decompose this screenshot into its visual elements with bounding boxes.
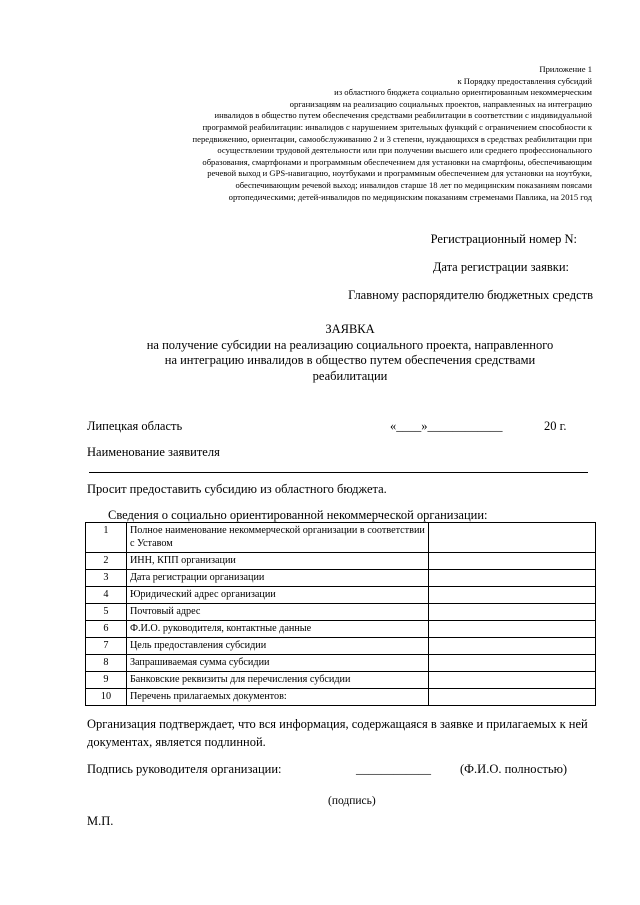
table-row <box>86 587 596 604</box>
row-value-cell[interactable] <box>429 672 596 689</box>
row-label: Запрашиваемая сумма субсидии <box>126 655 428 672</box>
row-value-cell[interactable] <box>429 523 596 553</box>
title-line: на интеграцию инвалидов в общество путем обеспечения средствами <box>164 353 536 367</box>
row-number: 7 <box>86 638 127 655</box>
table-row <box>86 672 596 689</box>
appendix-line: ортопедическими; детей-инвалидов по медицинским показаниям стременами Павлика, на 2015 год <box>228 191 592 202</box>
document-title <box>60 322 640 384</box>
table-row <box>86 553 596 570</box>
row-number: 8 <box>86 655 127 672</box>
appendix-header <box>84 64 592 203</box>
table-row <box>86 638 596 655</box>
row-label: Перечень прилагаемых документов: <box>126 689 428 706</box>
table-row <box>86 621 596 638</box>
table-row <box>86 570 596 587</box>
appendix-line: организациям на реализацию социальных проектов, направленных на интеграцию <box>289 98 592 109</box>
appendix-line: образования, смартфонами и программным обеспечением для установки на смартфоны, обеспечивающим <box>202 156 592 167</box>
full-name-caption: (Ф.И.О. полностью) <box>460 762 568 776</box>
appendix-line: инвалидов в общество путем обеспечения средствами реабилитации в соответствии с индивидуальной <box>214 110 592 121</box>
year-label: 20 г. <box>544 419 567 433</box>
row-label: Банковские реквизиты для перечисления субсидии <box>126 672 428 689</box>
row-number: 2 <box>86 553 127 570</box>
row-number: 4 <box>86 587 127 604</box>
row-value-cell[interactable] <box>429 553 596 570</box>
org-info-heading: Сведения о социально ориентированной некоммерческой организации: <box>108 508 488 522</box>
stamp-place-label: М.П. <box>87 814 114 828</box>
row-number: 1 <box>86 523 127 553</box>
appendix-line: из областного бюджета социально ориентированным некоммерческим <box>334 87 592 98</box>
request-statement: Просит предоставить субсидию из областного бюджета. <box>87 482 387 496</box>
signature-caption: (подпись) <box>328 795 376 807</box>
row-value-cell[interactable] <box>429 587 596 604</box>
row-number: 3 <box>86 570 127 587</box>
row-label: Юридический адрес организации <box>126 587 428 604</box>
row-label: ИНН, КПП организации <box>126 553 428 570</box>
registration-date-label: Дата регистрации заявки: <box>432 260 569 274</box>
registration-number-label: Регистрационный номер N: <box>430 232 577 246</box>
row-label: Цель предоставления субсидии <box>126 638 428 655</box>
applicant-label: Наименование заявителя <box>87 445 220 459</box>
title-line: на получение субсидии на реализацию социального проекта, направленного <box>146 337 554 352</box>
region-label: Липецкая область <box>87 419 183 433</box>
signature-label: Подпись руководителя организации: <box>87 762 282 776</box>
appendix-line: к Порядку предоставления субсидий <box>457 75 592 86</box>
row-value-cell[interactable] <box>429 655 596 672</box>
organization-info-table <box>85 522 596 706</box>
table-row <box>86 689 596 706</box>
date-field[interactable]: «____»____________ <box>390 419 503 433</box>
appendix-line: Приложение 1 <box>539 64 592 74</box>
appendix-line: обеспечивающим речевой выход; инвалидов старше 18 лет по медицинским показаниям поясами <box>235 179 592 190</box>
appendix-line: передвижению, ориентации, самообслуживанию 2 и 3 степени, нуждающихся в средствах реабилитации при <box>192 133 592 144</box>
recipient-label: Главному распорядителю бюджетных средств <box>348 288 593 302</box>
row-number: 5 <box>86 604 127 621</box>
row-number: 9 <box>86 672 127 689</box>
appendix-line: программой реабилитации: инвалидов с нарушением зрительных функций с ограничением способности к <box>202 121 592 132</box>
table-row <box>86 604 596 621</box>
row-label: Полное наименование некоммерческой организации в соответствии с Уставом <box>126 523 428 553</box>
row-value-cell[interactable] <box>429 604 596 621</box>
appendix-line: осуществлении трудовой деятельности или при получении высшего или среднего профессионального <box>217 145 592 156</box>
row-number: 10 <box>86 689 127 706</box>
row-number: 6 <box>86 621 127 638</box>
row-value-cell[interactable] <box>429 638 596 655</box>
row-value-cell[interactable] <box>429 621 596 638</box>
signature-field[interactable]: ____________ <box>356 762 431 776</box>
row-value-cell[interactable] <box>429 689 596 706</box>
row-value-cell[interactable] <box>429 570 596 587</box>
table-row <box>86 523 596 553</box>
confirmation-statement: Организация подтверждает, что вся информация, содержащаяся в заявке и прилагаемых к ней документах, является подлинной. <box>87 717 588 749</box>
row-label: Дата регистрации организации <box>126 570 428 587</box>
appendix-line: речевой выход и GPS-навигацию, ноутбуками и программным обеспечением для установки на ноутбуки, <box>207 168 592 179</box>
title-heading: ЗАЯВКА <box>325 322 375 336</box>
row-label: Ф.И.О. руководителя, контактные данные <box>126 621 428 638</box>
title-line: реабилитации <box>312 368 388 383</box>
row-label: Почтовый адрес <box>126 604 428 621</box>
applicant-name-field[interactable] <box>89 472 588 473</box>
table-row <box>86 655 596 672</box>
